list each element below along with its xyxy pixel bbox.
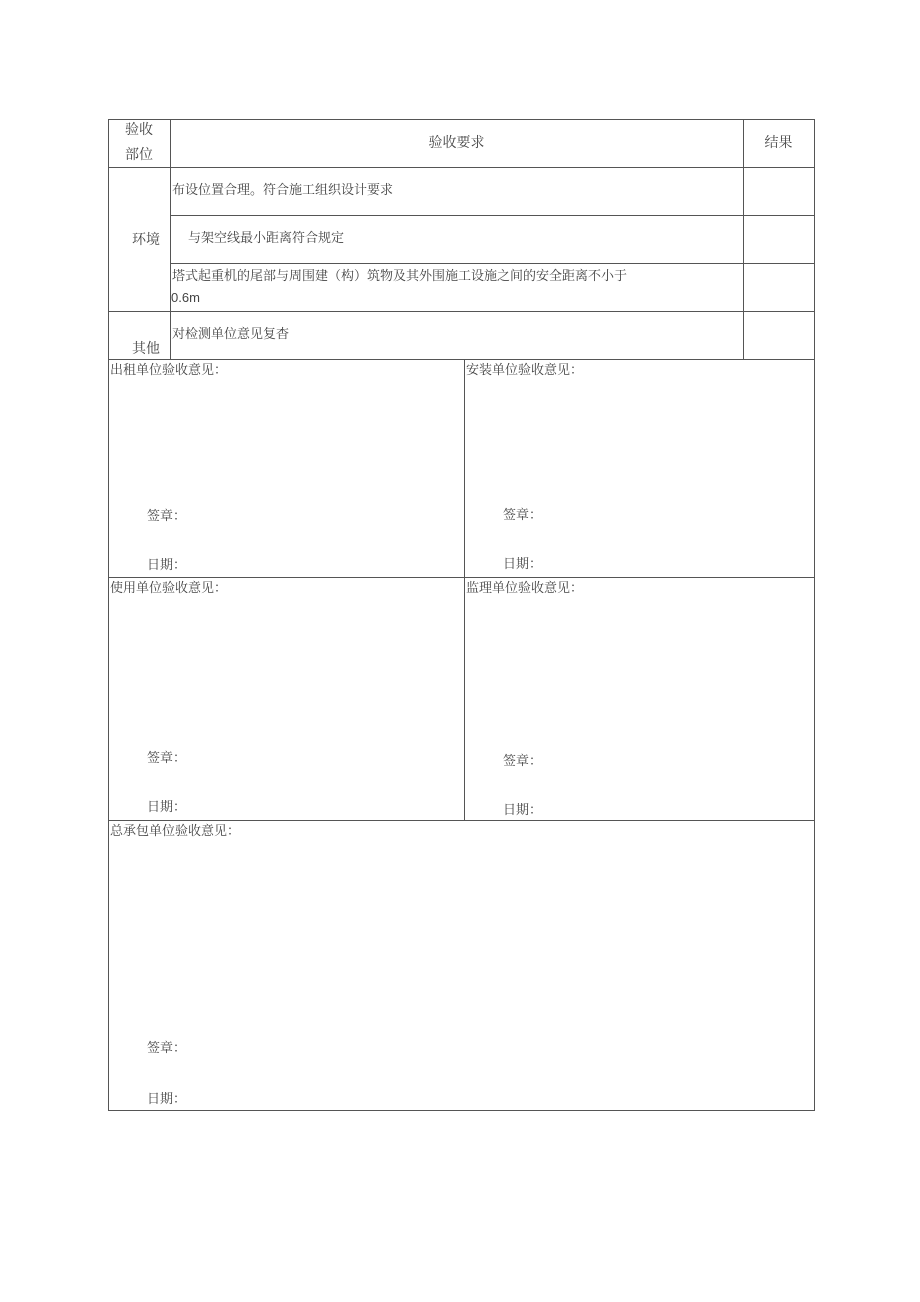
user-signature-label: 签章： [147,751,187,766]
divider-opinion-2 [108,820,815,821]
divider-env [108,311,815,312]
general-contractor-opinion-label: 总承包单位验收意见： [110,824,241,839]
requirement-row-3-line1: 塔式起重机的尾部与周围建（构）筑物及其外围施工设施之间的安全距离不小于 [172,269,628,284]
divider-opinion-1 [108,577,815,578]
header-part-line2: 部位 [125,147,153,163]
user-date-label: 日期： [147,800,187,815]
requirement-row-3-line2: 0.6m [171,290,200,305]
header-result: 结果 [764,135,793,151]
divider-result-col [743,119,744,360]
rental-signature-label: 签章： [147,509,187,524]
rental-date-label: 日期： [147,558,187,573]
border-right [814,119,815,1111]
header-requirement: 验收要求 [428,135,485,151]
supervision-opinion-label: 监理单位验收意见： [466,581,584,596]
install-signature-label: 签章： [503,508,543,523]
requirement-row-4: 对检测单位意见复杳 [172,327,290,342]
divider-header [108,167,815,168]
header-part-line1: 验收 [125,122,153,138]
divider-row1 [170,215,815,216]
supervision-date-label: 日期： [503,803,543,818]
divider-other [108,359,815,360]
general-date-label: 日期： [147,1092,187,1107]
border-top [108,119,815,120]
divider-row2 [170,263,815,264]
general-signature-label: 签章： [147,1041,187,1056]
requirement-row-2: 与架空线最小距离符合规定 [188,231,345,246]
border-left [108,119,109,1111]
border-bottom [108,1110,815,1111]
divider-opinion-col [464,359,465,821]
group-environment: 环境 [132,232,160,248]
group-other: 其他 [132,341,160,357]
install-date-label: 日期： [503,557,543,572]
rental-opinion-label: 出租单位验收意见： [110,363,228,378]
supervision-signature-label: 签章： [503,754,543,769]
user-opinion-label: 使用单位验收意见： [110,581,228,596]
requirement-row-1: 布设位置合理。符合施工组织设计要求 [172,183,394,198]
install-opinion-label: 安装单位验收意见： [466,363,584,378]
